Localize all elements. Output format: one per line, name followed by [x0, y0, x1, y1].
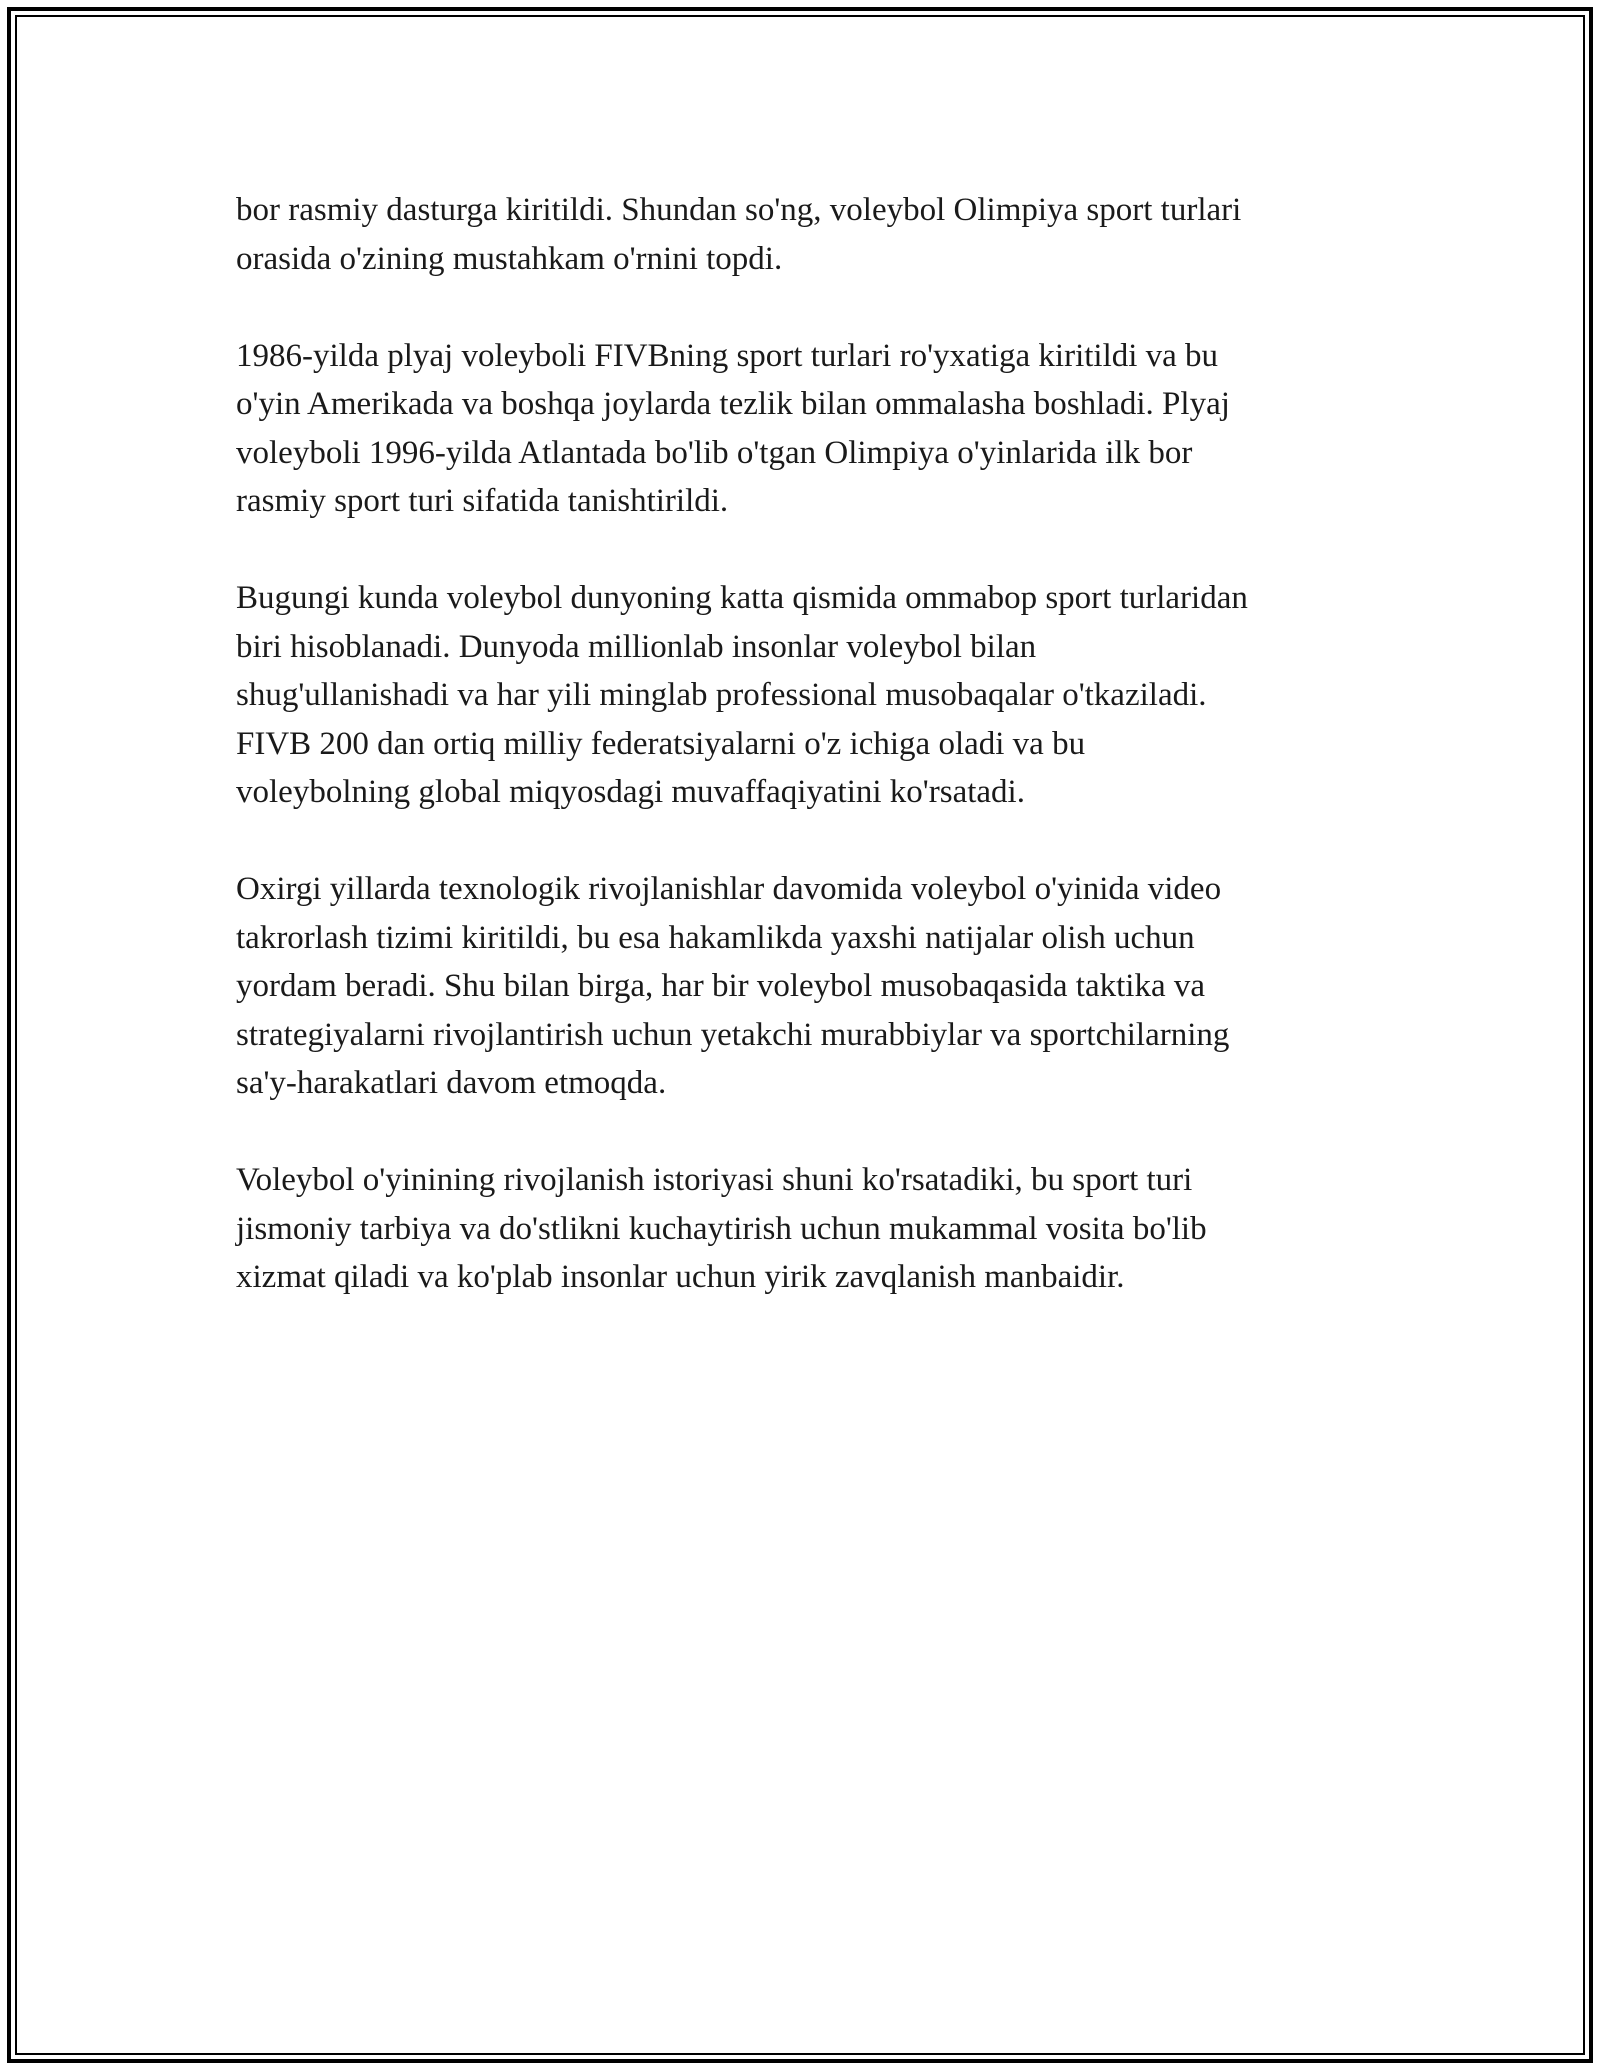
paragraph-line: takrorlash tizimi kiritildi, bu esa hakamlikda yaxshi natijalar olish uchun: [236, 919, 1195, 956]
paragraph-2: [236, 332, 1396, 526]
document-body: [236, 186, 1396, 1302]
paragraph-line: biri hisoblanadi. Dunyoda millionlab insonlar voleybol bilan: [236, 628, 1037, 665]
paragraph-line: shug'ullanishadi va har yili minglab professional musobaqalar o'tkaziladi.: [236, 677, 1207, 713]
paragraph-line: voleyboli 1996-yilda Atlantada bo'lib o'tgan Olimpiya o'yinlarida ilk bor: [236, 434, 1193, 471]
paragraph-line: orasida o'zining mustahkam o'rnini topdi.: [236, 240, 783, 277]
paragraph-line: voleybolning global miqyosdagi muvaffaqiyatini ko'rsatadi.: [236, 774, 1025, 810]
paragraph-4: [236, 865, 1396, 1108]
paragraph-line: yordam beradi. Shu bilan birga, har bir voleybol musobaqasida taktika va: [236, 968, 1205, 1004]
paragraph-line: FIVB 200 dan ortiq milliy federatsiyalarni o'z ichiga oladi va bu: [236, 725, 1086, 762]
paragraph-line: jismoniy tarbiya va do'stlikni kuchaytirish uchun mukammal vosita bo'lib: [236, 1210, 1207, 1247]
paragraph-line: o'yin Amerikada va boshqa joylarda tezlik bilan ommalasha boshladi. Plyaj: [236, 386, 1230, 422]
paragraph-1: [236, 186, 1396, 283]
paragraph-line: Voleybol o'yinining rivojlanish istoriyasi shuni ko'rsatadiki, bu sport turi: [236, 1162, 1193, 1198]
paragraph-line: Oxirgi yillarda texnologik rivojlanishlar davomida voleybol o'yinida video: [236, 871, 1222, 907]
paragraph-line: Bugungi kunda voleybol dunyoning katta qismida ommabop sport turlaridan: [236, 580, 1248, 616]
paragraph-line: rasmiy sport turi sifatida tanishtirildi.: [236, 483, 729, 519]
paragraph-line: strategiyalarni rivojlantirish uchun yetakchi murabbiylar va sportchilarning: [236, 1016, 1230, 1053]
paragraph-5: [236, 1156, 1396, 1302]
paragraph-line: bor rasmiy dasturga kiritildi. Shundan so'ng, voleybol Olimpiya sport turlari: [236, 192, 1242, 228]
paragraph-line: 1986-yilda plyaj voleyboli FIVBning sport turlari ro'yxatiga kiritildi va bu: [236, 337, 1219, 374]
paragraph-line: sa'y-harakatlari davom etmoqda.: [236, 1065, 667, 1101]
paragraph-line: xizmat qiladi va ko'plab insonlar uchun yirik zavqlanish manbaidir.: [236, 1259, 1125, 1295]
paragraph-3: [236, 574, 1396, 817]
